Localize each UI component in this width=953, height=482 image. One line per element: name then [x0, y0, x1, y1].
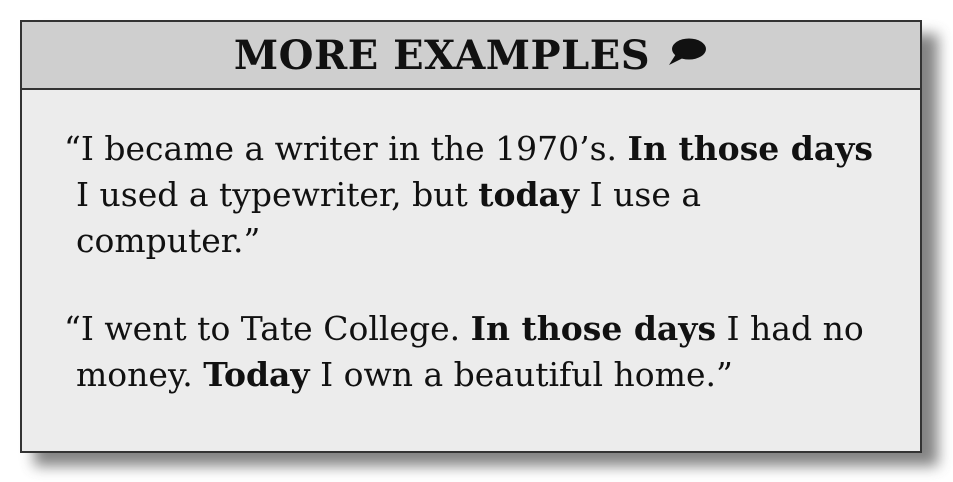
quote-2-part-3: I had no money. — [76, 309, 864, 394]
quote-2-bold-in-those-days: In those days — [470, 309, 717, 348]
quote-1-part-5: I use a computer.” — [76, 175, 702, 260]
card-header — [22, 22, 920, 90]
quote-1-part-1: “I became a writer in the 1970’s. — [64, 129, 628, 168]
example-quote-1 — [64, 126, 880, 264]
example-quote-2 — [64, 306, 880, 398]
quote-2-bold-today: Today — [203, 355, 310, 394]
examples-card — [20, 20, 922, 453]
quote-1-bold-in-those-days: In those days — [627, 129, 873, 168]
quote-2-part-5: I own a beautiful home.” — [309, 355, 733, 394]
card-title: MORE EXAMPLES — [233, 31, 651, 79]
card-body — [22, 90, 920, 398]
quote-1-part-3: I used a typewriter, but — [76, 175, 479, 214]
quote-2-part-1: “I went to Tate College. — [64, 309, 471, 348]
speech-bubble-icon — [666, 37, 708, 67]
quote-1-bold-today: today — [478, 175, 580, 214]
